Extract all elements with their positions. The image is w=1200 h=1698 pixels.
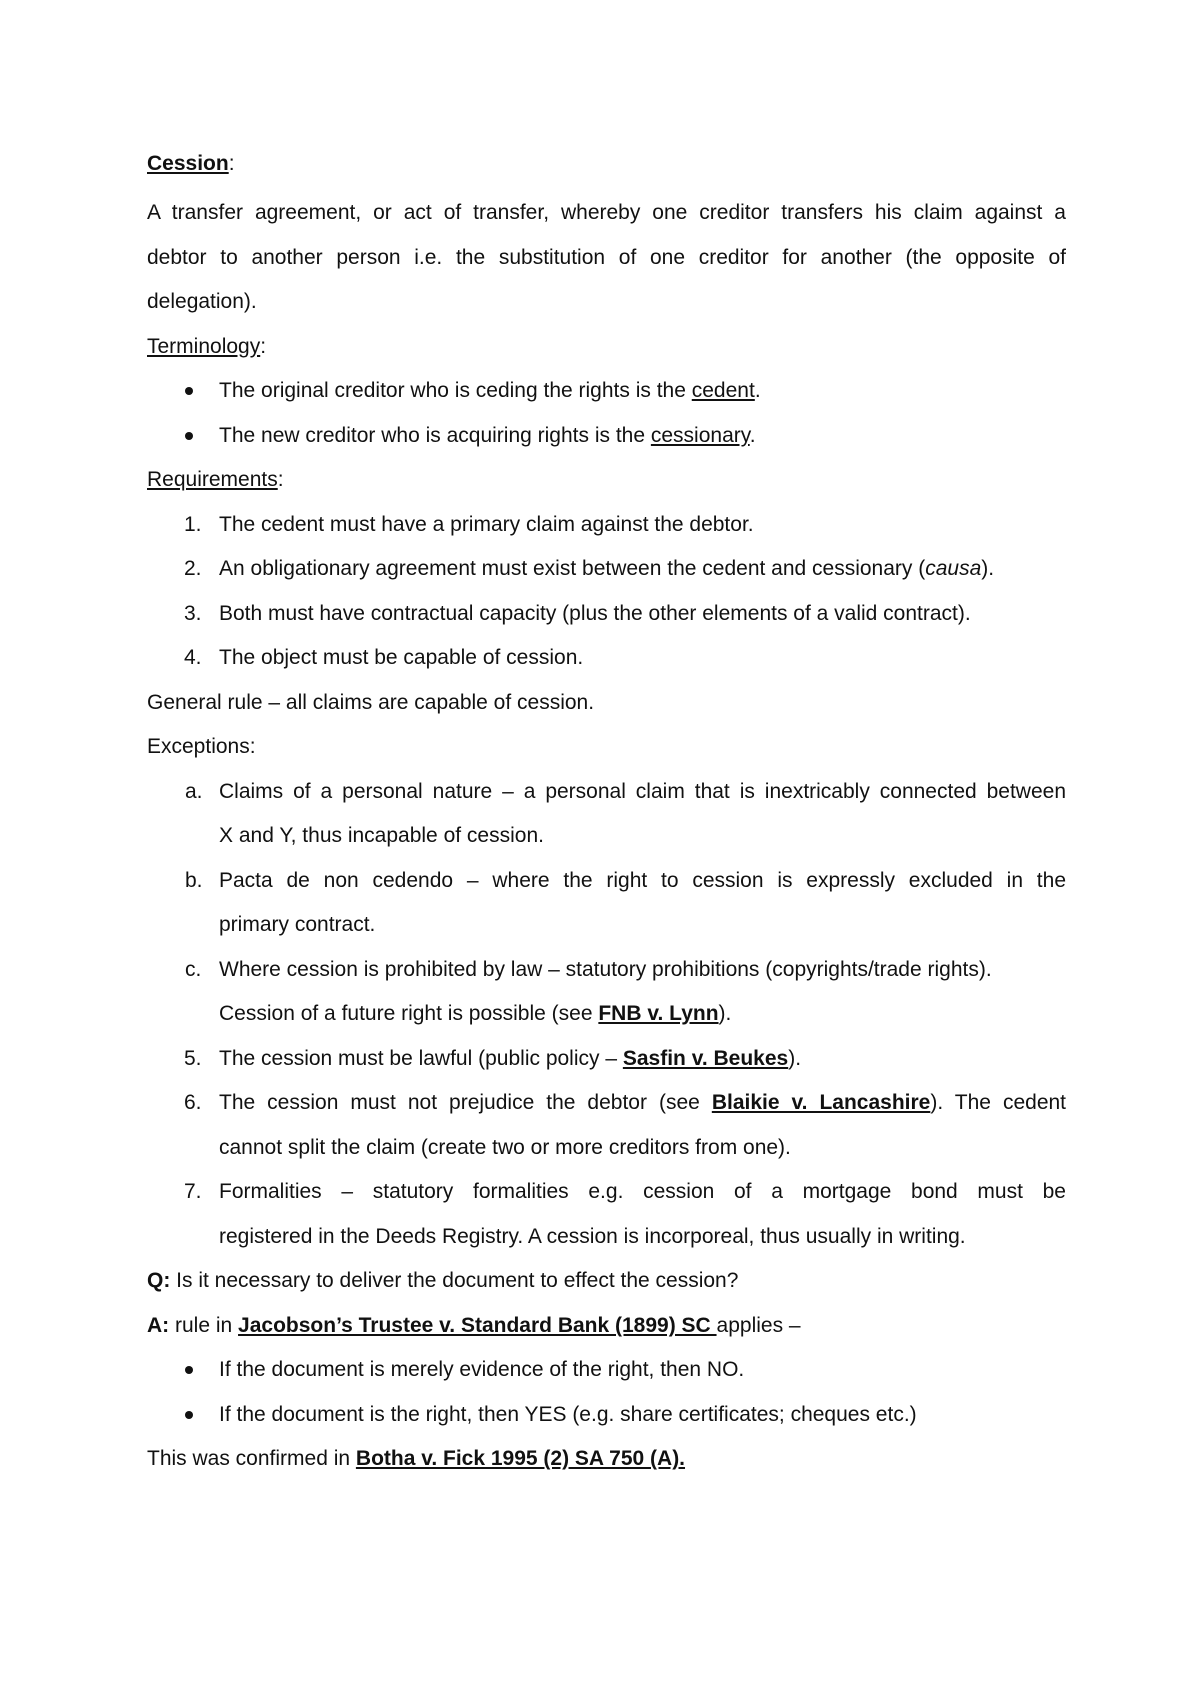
term-cedent: cedent [691, 379, 755, 402]
list-letter: c. [185, 958, 202, 981]
question-text: Is it necessary to deliver the document to effect the cession? [170, 1269, 739, 1292]
terminology-colon: : [260, 335, 267, 358]
item-text: The new creditor who is acquiring rights is the [219, 424, 651, 447]
list-letter: a. [185, 780, 203, 803]
bullet-icon [185, 432, 193, 440]
terminology-heading [147, 334, 266, 360]
req-post: ). [981, 557, 995, 580]
list-number: 3. [184, 602, 202, 625]
exception-c-line-2 [219, 1001, 731, 1027]
req-text: The cession must be lawful (public policy – [219, 1047, 623, 1070]
answer [147, 1313, 801, 1339]
list-number: 4. [184, 646, 202, 669]
requirement-7-line-1: Formalities – statutory formalities e.g. cession of a mortgage bond must be [219, 1180, 1066, 1203]
requirements-heading [147, 467, 284, 493]
requirements-colon: : [277, 468, 284, 491]
title-text: Cession [147, 152, 229, 175]
definition-line-2: debtor to another person i.e. the substitution of one creditor for another (the opposite of [147, 246, 1066, 269]
confirmation [147, 1446, 685, 1472]
answer-text: rule in [169, 1314, 239, 1337]
bullet-icon [185, 387, 193, 395]
req-text: An obligationary agreement must exist between the cedent and cessionary ( [219, 557, 926, 580]
term-cessionary: cessionary [650, 424, 750, 447]
list-number: 1. [184, 513, 202, 536]
bullet-icon [185, 1411, 193, 1419]
exception-a-line-2: X and Y, thus incapable of cession. [219, 824, 544, 847]
req-post: ). The cedent [930, 1091, 1067, 1114]
answer-bullet-1: If the document is merely evidence of the right, then NO. [219, 1358, 745, 1381]
exception-b-line-1: Pacta de non cedendo – where the right to cession is expressly excluded in the [219, 869, 1066, 892]
requirement-6-line-1 [219, 1090, 1066, 1116]
confirmation-text: This was confirmed in [147, 1447, 356, 1470]
case-sasfin-v-beukes: Sasfin v. Beukes [622, 1047, 789, 1070]
causa-term: causa [925, 557, 982, 580]
list-number: 7. [184, 1180, 202, 1203]
list-number: 5. [184, 1047, 202, 1070]
requirement-4: The object must be capable of cession. [219, 646, 584, 669]
requirement-2 [219, 556, 994, 582]
terminology-label: Terminology [147, 335, 261, 358]
exception-a-line-1: Claims of a personal nature – a personal claim that is inextricably connected between [219, 780, 1066, 803]
requirement-3: Both must have contractual capacity (plus the other elements of a valid contract). [219, 602, 971, 625]
requirement-7-line-2: registered in the Deeds Registry. A cession is incorporeal, thus usually in writing. [219, 1225, 966, 1248]
answer-post: applies – [716, 1314, 801, 1337]
page-title [147, 151, 235, 177]
general-rule: General rule – all claims are capable of cession. [147, 691, 595, 714]
case-blaikie-v-lancashire: Blaikie v. Lancashire [711, 1091, 931, 1114]
item-text: The original creditor who is ceding the rights is the [219, 379, 692, 402]
answer-label: A: [147, 1314, 170, 1337]
definition-line-1: A transfer agreement, or act of transfer, whereby one creditor transfers his claim against a [147, 201, 1066, 224]
case-fnb-v-lynn: FNB v. Lynn [598, 1002, 719, 1025]
question-label: Q: [147, 1269, 171, 1292]
terminology-item-cedent [219, 378, 761, 404]
list-number: 6. [184, 1091, 202, 1114]
list-number: 2. [184, 557, 202, 580]
exception-c-text: Cession of a future right is possible (see [219, 1002, 599, 1025]
req-text: The cession must not prejudice the debtor (see [219, 1091, 712, 1114]
requirement-5 [219, 1046, 801, 1072]
item-post: . [749, 424, 756, 447]
definition-line-3: delegation). [147, 290, 257, 313]
terminology-item-cessionary [219, 423, 756, 449]
requirements-label: Requirements [147, 468, 278, 491]
exception-b-line-2: primary contract. [219, 913, 376, 936]
title-colon: : [228, 152, 235, 175]
bullet-icon [185, 1366, 193, 1374]
question [147, 1268, 738, 1294]
exception-c-post: ). [718, 1002, 732, 1025]
exception-c-line-1: Where cession is prohibited by law – statutory prohibitions (copyrights/trade rights). [219, 958, 992, 981]
answer-bullet-2: If the document is the right, then YES (e.g. share certificates; cheques etc.) [219, 1403, 917, 1426]
exceptions-heading: Exceptions: [147, 735, 256, 758]
req-post: ). [788, 1047, 802, 1070]
list-letter: b. [185, 869, 203, 892]
item-post: . [754, 379, 761, 402]
requirement-6-line-2: cannot split the claim (create two or more creditors from one). [219, 1136, 791, 1159]
case-botha-v-fick: Botha v. Fick 1995 (2) SA 750 (A). [355, 1447, 686, 1470]
requirement-1: The cedent must have a primary claim against the debtor. [219, 513, 754, 536]
case-jacobsons-trustee: Jacobson’s Trustee v. Standard Bank (1899) SC [238, 1314, 717, 1337]
